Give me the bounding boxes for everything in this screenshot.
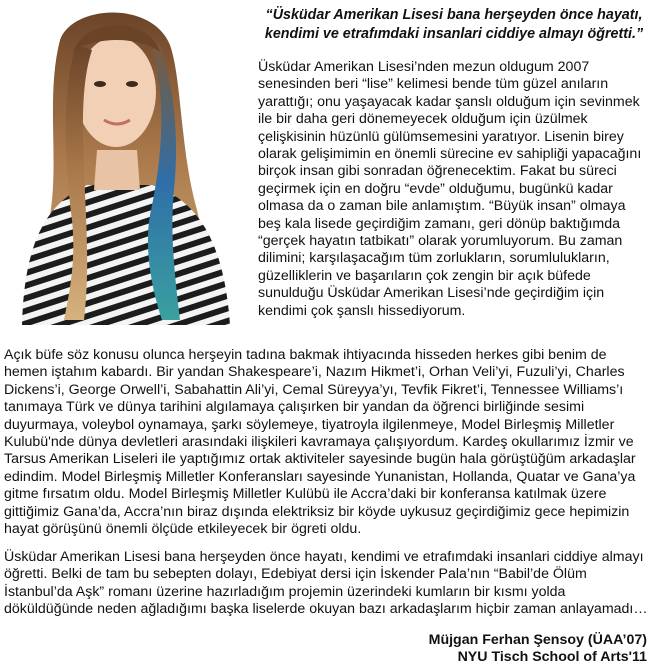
signature-block	[429, 632, 647, 666]
third-paragraph: Üsküdar Amerikan Lisesi bana herşeyden önce hayatı, kendimi ve etrafımdaki insanlari ciddiye almayı öğretti. Belki de tam bu sebepten dolayı, Edebiyat dersi için İskender Pala’nın “Babil’de Ölüm İstanbul’da Aşk” romanı üzerine hazırladığım projemin üzerindeki kumların bir kısmı yolda döküldüğünde neden ağladığımı başka liselerde okuyan bazı arkadaşlarım hiçbir zaman anlayamadı…	[4, 549, 648, 618]
author-affiliation: NYU Tisch School of Arts'11	[457, 649, 647, 665]
intro-paragraph: Üsküdar Amerikan Lisesi’nden mezun oldugum 2007 senesinden beri “lise” kelimesi bende tüm güzel anıların yarattığı; onu yaşayacak kadar şanslı olduğum için sevinmek ile bir daha geri dönemeyecek olduğum için üzülmek çelişkisinin hüzünlü gülümsemesini yaratıyor. Lisenin birey olarak gelişimimin en önemli sürecine ev sahipliği yapacağını birçok insan gibi sonradan öğrenecektim. Fakat bu süreci geçirmek için en doğru “evde” olduğumu, bugünkü kadar olmasa da o zaman bile anlamıştım. “Büyük insan” olmaya beş kala lisede geçirdiğim zamanı, geri dönüp baktığımda “gerçek hayatın tatbikatı” olarak yorumluyorum. Bu zaman dilimini; karşılaşacağım tüm zorlukların, sorumlulukların, güzelliklerin ve başarıların çok zengin bir açık büfede sunulduğu Üsküdar Amerikan Lisesi’nde geçirdiğim için kendimi çok şanslı hissediyorum.	[258, 59, 642, 319]
pull-quote: “Üsküdar Amerikan Lisesi bana herşeyden önce hayatı, kendimi ve etrafımdaki insanlari ciddiye almayı öğretti.”	[264, 7, 644, 42]
author-name: Müjgan Ferhan Şensoy (ÜAA’07)	[428, 632, 647, 648]
second-paragraph: Açık büfe söz konusu olunca herşeyin tadına bakmak ihtiyacında hisseden herkes gibi benim de hemen iştahım kabardı. Bir yandan Shakespeare’i, Nazım Hikmet’i, Orhan Veli’yi, Fuzuli’yi, Charles Dickens’i, George Orwell’i, Sabahattin Ali’yi, Cemal Süreyya’yı, Tevfik Fikret’i, Tennessee Williams’ı tanımaya Türk ve dünya tarihini algılamaya çalışırken bir yandan da öğrenci birliğinde sesimi duyurmaya, voleybol oynamaya, şarkı söylemeye, tiyatroyla ilgilenmeye, Model Birleşmiş Milletler Kulubü'nde dünya devletleri arasındaki ilişkileri kavramaya çalışıyordum. Kardeş okullarımız İzmir ve Tarsus Amerikan Liseleri ile yaptığımız ortak aktiviteler sayesinde bugün hala görüştüğüm arkadaşlar edindim. Model Birleşmiş Milletler Konferansları sayesinde Yunanistan, Hollanda, Quatar ve Gana’ya gitme fırsatım oldu. Model Birleşmiş Milletler Kulübü ile Accra’daki bir konferansa katılmak üzere gittiğimiz Gana’da, Accra’nın biraz dışında elektriksiz bir köyde uykusuz geçirdiğimiz gece hepimizin hayat görüşünü önemli ölçüde etkileyecek bir ögreti oldu.	[4, 347, 636, 538]
portrait-photo	[2, 0, 234, 325]
